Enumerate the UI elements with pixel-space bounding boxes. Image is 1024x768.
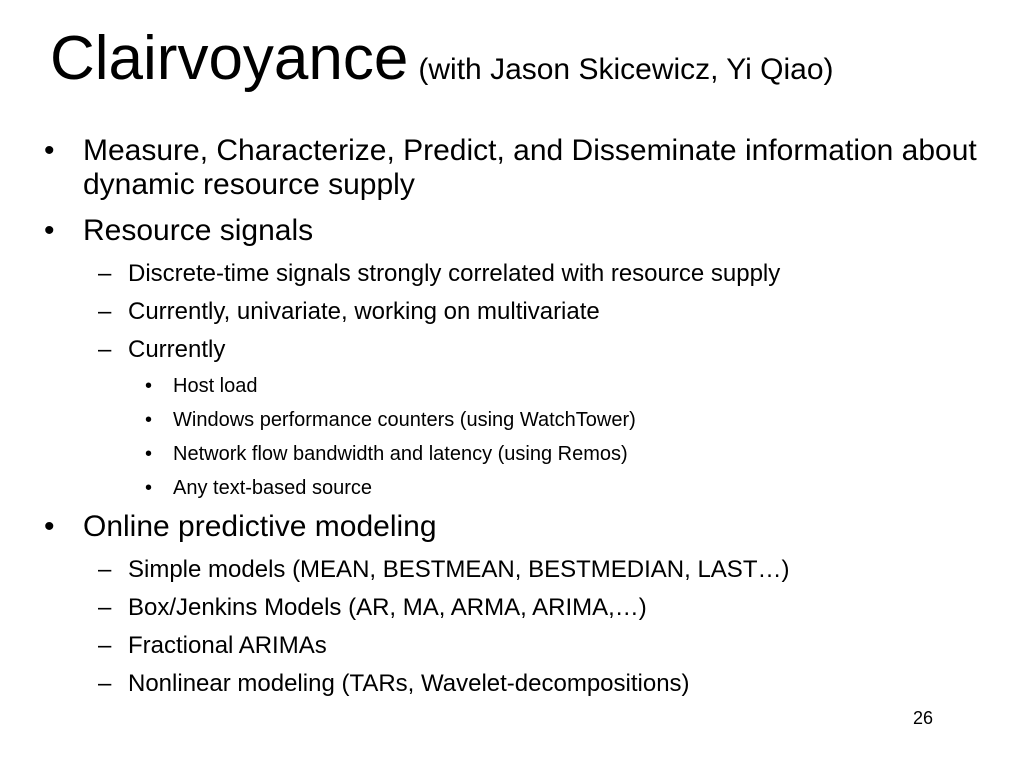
bullet-marker: • xyxy=(44,214,55,247)
sub-sub-bullet-item xyxy=(0,442,1024,466)
bullet-marker: • xyxy=(145,477,153,499)
bullet-text: Measure, Characterize, Predict, and Disseminate information about dynamic resource supply xyxy=(83,134,977,201)
sub-sub-bullet-item xyxy=(0,374,1024,398)
sub-sub-bullet-text: Host load xyxy=(173,375,258,397)
bullet-marker: • xyxy=(44,134,55,167)
dash-marker: – xyxy=(98,260,112,287)
sub-bullet-text: Currently xyxy=(128,336,226,363)
dash-marker: – xyxy=(98,336,112,363)
sub-bullet-item xyxy=(0,594,1024,622)
bullet-item xyxy=(0,134,1024,202)
sub-bullet-item xyxy=(0,260,1024,288)
sub-bullet-item xyxy=(0,336,1024,364)
sub-bullet-text: Fractional ARIMAs xyxy=(128,632,327,659)
dash-marker: – xyxy=(98,670,112,697)
sub-bullet-text: Nonlinear modeling (TARs, Wavelet-decompositions) xyxy=(128,670,690,697)
sub-bullet-item xyxy=(0,556,1024,584)
sub-bullet-text: Simple models (MEAN, BESTMEAN, BESTMEDIAN, LAST…) xyxy=(128,556,790,583)
dash-marker: – xyxy=(98,556,112,583)
bullet-marker: • xyxy=(44,510,55,543)
sub-sub-bullet-item xyxy=(0,408,1024,432)
sub-sub-bullet-item xyxy=(0,476,1024,500)
bullet-item xyxy=(0,510,1024,544)
sub-sub-bullet-text: Windows performance counters (using WatchTower) xyxy=(173,409,636,431)
sub-sub-bullet-text: Network flow bandwidth and latency (using Remos) xyxy=(173,443,628,465)
bullet-text: Online predictive modeling xyxy=(83,510,437,543)
sub-bullet-item xyxy=(0,298,1024,326)
sub-bullet-text: Currently, univariate, working on multivariate xyxy=(128,298,600,325)
bullet-item xyxy=(0,214,1024,248)
page-number: 26 xyxy=(913,708,934,728)
sub-bullet-item xyxy=(0,632,1024,660)
slide-title xyxy=(50,24,834,93)
sub-bullet-item xyxy=(0,670,1024,698)
bullet-marker: • xyxy=(145,409,153,431)
bullet-list xyxy=(0,134,1024,708)
sub-sub-bullet-text: Any text-based source xyxy=(173,477,372,499)
dash-marker: – xyxy=(98,632,112,659)
sub-bullet-text: Box/Jenkins Models (AR, MA, ARMA, ARIMA,…) xyxy=(128,594,647,621)
title-subtitle: (with Jason Skicewicz, Yi Qiao) xyxy=(418,53,834,86)
dash-marker: – xyxy=(98,594,112,621)
bullet-marker: • xyxy=(145,443,153,465)
bullet-marker: • xyxy=(145,375,153,397)
title-main: Clairvoyance xyxy=(50,24,409,93)
bullet-text: Resource signals xyxy=(83,214,314,247)
dash-marker: – xyxy=(98,298,112,325)
sub-bullet-text: Discrete-time signals strongly correlated with resource supply xyxy=(128,260,781,287)
